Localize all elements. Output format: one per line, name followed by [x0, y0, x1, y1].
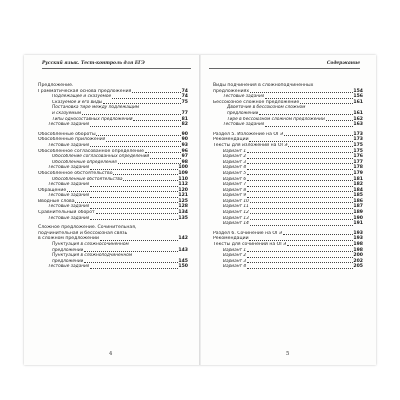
toc-entry-title: и сказуемым — [52, 110, 82, 116]
dot-leader — [247, 262, 353, 263]
toc-entry-title: Пунктуация в сложноподчиненном — [52, 253, 133, 259]
toc-entry — [38, 264, 188, 270]
toc-entry-title: Раздел 5. Изложение на ОГЭ — [213, 131, 284, 137]
dot-leader — [84, 251, 177, 252]
toc-page-number: 93 — [181, 142, 188, 148]
toc-page-number: 177 — [353, 159, 363, 165]
toc-entry-title: Обращение — [38, 187, 67, 193]
dot-leader — [67, 191, 178, 192]
toc-entry-title: Вариант 4 — [223, 264, 247, 270]
toc-page-number: 97 — [181, 154, 188, 160]
dot-leader — [90, 219, 177, 220]
page-number: 4 — [109, 351, 113, 357]
dot-leader — [247, 268, 353, 269]
toc-page-number: 173 — [353, 137, 363, 143]
toc-page-number: 112 — [178, 182, 188, 188]
dot-leader — [250, 213, 353, 214]
toc-page-number: 154 — [353, 88, 363, 94]
dot-leader — [90, 268, 177, 269]
toc-entry-title: Тестовые задания — [48, 142, 90, 148]
dot-leader — [82, 114, 181, 115]
toc-page-number: 125 — [178, 198, 188, 204]
toc-entry-title: Тестовые задания — [48, 182, 90, 188]
toc-entry-title: предложениях — [213, 88, 250, 94]
dot-leader — [265, 126, 352, 127]
toc-page-number: 191 — [353, 221, 363, 227]
dot-leader — [90, 208, 177, 209]
toc-entry-title: предложении — [52, 258, 84, 264]
toc-page-number: 173 — [353, 131, 363, 137]
running-head: Русский язык. Тест-контроль для ЕГЭ — [42, 61, 145, 66]
toc-page-number: 100 — [178, 165, 188, 171]
dot-leader — [247, 163, 353, 164]
dot-leader — [249, 240, 352, 241]
toc-page-number: 145 — [178, 258, 188, 264]
toc-entry-title: Вариант 1 — [223, 247, 247, 253]
dot-leader — [300, 103, 353, 104]
toc-page-number: 193 — [353, 230, 363, 236]
toc-entry-title: Предложение. — [38, 83, 74, 88]
toc-entry-title: Вариант 9 — [223, 193, 247, 199]
right-page — [201, 55, 376, 365]
toc-page-number: 74 — [181, 88, 188, 94]
toc-entry-title: Вариант 2 — [223, 253, 247, 259]
toc-entry-title: Вариант 4 — [223, 165, 247, 171]
toc-page-number: 135 — [178, 215, 188, 221]
toc-page-number: 98 — [181, 159, 188, 165]
toc-entry-title: Обособленное обстоятельство — [38, 170, 113, 176]
toc-entry-title: Вариант 3 — [223, 159, 247, 165]
dot-leader — [250, 202, 353, 203]
toc-entry-title: Тестовые задания — [223, 122, 265, 128]
toc-page-number: 200 — [353, 253, 363, 259]
dot-leader — [106, 141, 181, 142]
toc-page-number: 128 — [178, 204, 188, 210]
book-spread — [24, 55, 376, 365]
dot-leader — [118, 163, 181, 164]
toc-page-number: 143 — [178, 247, 188, 253]
toc-entry-title: Вариант 2 — [223, 154, 247, 160]
table-of-contents — [213, 83, 363, 270]
toc-entry-title: Вариант 11 — [223, 204, 249, 210]
toc-page-number: 178 — [353, 165, 363, 171]
dot-leader — [112, 98, 181, 99]
toc-entry-title: Рекомендации — [213, 236, 249, 242]
toc-page-number: 161 — [353, 99, 363, 105]
toc-page-number: 82 — [181, 122, 188, 128]
toc-page-number: 193 — [353, 236, 363, 242]
toc-entry-title: Постановка тире между подлежащим — [52, 105, 139, 111]
toc-page-number: 198 — [353, 247, 363, 253]
dot-leader — [90, 146, 181, 147]
toc-page-number: 179 — [353, 170, 363, 176]
toc-page-number: 198 — [353, 242, 363, 248]
toc-entry-title: Вводные слова — [38, 198, 75, 204]
dot-leader — [90, 186, 177, 187]
dot-leader — [284, 135, 353, 136]
toc-page-number: 161 — [353, 110, 363, 116]
dot-leader — [259, 114, 352, 115]
dot-leader — [90, 197, 177, 198]
toc-entry-title: Сравнительный оборот — [38, 210, 95, 216]
toc-page-number: 182 — [353, 182, 363, 188]
toc-entry-title: Тестовые задания — [48, 215, 90, 221]
toc-page-number: 77 — [181, 110, 188, 116]
toc-entry-title: Пунктуация в сложносочиненном — [52, 242, 129, 248]
dot-leader — [247, 152, 353, 153]
dot-leader — [249, 141, 352, 142]
dot-leader — [265, 98, 352, 99]
page-number: 5 — [286, 351, 290, 357]
toc-entry-title: Вариант 6 — [223, 176, 247, 182]
toc-entry-title: Вариант 13 — [223, 215, 249, 221]
dot-leader — [247, 191, 353, 192]
toc-entry-title: предложении — [52, 247, 84, 253]
toc-page-number: 110 — [178, 176, 188, 182]
toc-entry-title: Сказуемое и его виды — [52, 99, 103, 105]
toc-page-number: 120 — [178, 187, 188, 193]
toc-entry-title: Обособление согласованных определений — [52, 154, 150, 160]
header-rule — [42, 68, 191, 69]
dot-leader — [326, 120, 353, 121]
toc-entry-title: Обособленные обстоятельства — [52, 176, 123, 182]
toc-page-number: 187 — [353, 204, 363, 210]
toc-page-number: 90 — [181, 131, 188, 137]
toc-page-number: 163 — [353, 122, 363, 128]
toc-page-number: 81 — [181, 116, 188, 122]
toc-entry-title: Вариант 5 — [223, 170, 247, 176]
dot-leader — [247, 180, 353, 181]
dot-leader — [250, 225, 353, 226]
toc-entry-title: Сложное предложение. Сочинительная, — [38, 225, 137, 231]
toc-entry-title: Раздел 6. Сочинение на ОГЭ — [213, 230, 282, 236]
toc-entry-title: Тестовые задания — [48, 165, 90, 171]
dot-leader — [250, 219, 353, 220]
dot-leader — [100, 240, 178, 241]
toc-entry-title: Вариант 14 — [223, 221, 249, 227]
dot-leader — [84, 262, 177, 263]
toc-entry-title: Обособленные определения — [52, 159, 117, 165]
toc-entry — [213, 264, 363, 270]
toc-entry-title: Тексты для сочинений на ОГЭ — [213, 242, 287, 248]
dot-leader — [145, 152, 181, 153]
dot-leader — [133, 120, 180, 121]
header-rule — [209, 68, 360, 69]
toc-entry-title: Обособленные обороты — [38, 131, 96, 137]
toc-page-number: 181 — [353, 176, 363, 182]
toc-entry-title: Двоеточие в бессоюзном сложном — [227, 105, 306, 111]
toc-page-number: 185 — [353, 193, 363, 199]
dot-leader — [90, 169, 177, 170]
toc-entry-title: Тестовые задания — [48, 204, 90, 210]
toc-entry-title: Тире в бессоюзном сложном предложении — [227, 116, 325, 122]
dot-leader — [96, 135, 180, 136]
dot-leader — [247, 169, 353, 170]
toc-page-number: 142 — [178, 236, 188, 242]
toc-page-number: 121 — [178, 193, 188, 199]
toc-entry-title: Типы односоставных предложений — [52, 116, 133, 122]
dot-leader — [247, 251, 353, 252]
toc-entry-title: Виды подчинения в сложноподчиненных — [213, 83, 314, 88]
toc-entry-title: Тестовые задания — [48, 193, 90, 199]
toc-page-number: 189 — [353, 210, 363, 216]
toc-entry-title: Подлежащее и сказуемое — [52, 94, 112, 100]
toc-page-number: 150 — [178, 264, 188, 270]
toc-page-number: 186 — [353, 198, 363, 204]
dot-leader — [96, 213, 178, 214]
toc-page-number: 184 — [353, 187, 363, 193]
toc-entry-title: Тестовые задания — [223, 94, 265, 100]
dot-leader — [250, 92, 353, 93]
dot-leader — [132, 92, 181, 93]
toc-entry-title: Обособленные приложения — [38, 137, 106, 143]
toc-page-number: 75 — [181, 99, 188, 105]
dot-leader — [247, 257, 353, 258]
dot-leader — [288, 146, 352, 147]
dot-leader — [113, 174, 177, 175]
toc-page-number: 205 — [353, 264, 363, 270]
toc-entry-title: Тексты для изложений на ОГЭ — [213, 142, 288, 148]
table-of-contents — [38, 83, 188, 270]
left-page — [24, 55, 199, 365]
toc-page-number: 109 — [178, 170, 188, 176]
toc-page-number: 96 — [181, 148, 188, 154]
toc-entry-title: подчинительная и бессоюзная связь — [38, 230, 128, 236]
dot-leader — [287, 245, 353, 246]
toc-entry-title: Вариант 3 — [223, 258, 247, 264]
toc-entry-title: Рекомендации — [213, 137, 249, 143]
toc-entry-title: Вариант 8 — [223, 187, 247, 193]
toc-page-number: 74 — [181, 94, 188, 100]
toc-entry-title: Вариант 7 — [223, 182, 247, 188]
toc-entry-title: предложении — [227, 110, 259, 116]
dot-leader — [90, 126, 181, 127]
dot-leader — [247, 158, 353, 159]
dot-leader — [247, 197, 353, 198]
toc-page-number: 134 — [178, 210, 188, 216]
toc-entry-title: Вариант 10 — [223, 198, 249, 204]
toc-entry-title: Тестовые задания — [48, 122, 90, 128]
toc-page-number: 190 — [353, 215, 363, 221]
toc-page-number: 202 — [353, 258, 363, 264]
toc-entry-title: в сложном предложении — [38, 236, 99, 242]
toc-page-number: 176 — [353, 154, 363, 160]
toc-page-number: 175 — [353, 148, 363, 154]
toc-entry-title: Грамматическая основа предложения — [38, 88, 132, 94]
toc-page-number: 156 — [353, 94, 363, 100]
dot-leader — [250, 208, 353, 209]
toc-entry-title: Тестовые задания — [48, 264, 90, 270]
dot-leader — [247, 174, 353, 175]
dot-leader — [150, 158, 181, 159]
toc-entry-title: Обособленное согласованное определение — [38, 148, 144, 154]
dot-leader — [247, 186, 353, 187]
toc-page-number: 175 — [353, 142, 363, 148]
dot-leader — [123, 180, 177, 181]
toc-page-number: 90 — [181, 137, 188, 143]
dot-leader — [75, 202, 177, 203]
toc-entry-title: Бессоюзное сложное предложение — [213, 99, 300, 105]
toc-entry-title: Вариант 12 — [223, 210, 249, 216]
dot-leader — [283, 234, 353, 235]
running-head: Содержание — [326, 61, 360, 66]
toc-entry-title: Вариант 1 — [223, 148, 247, 154]
toc-page-number: 162 — [353, 116, 363, 122]
